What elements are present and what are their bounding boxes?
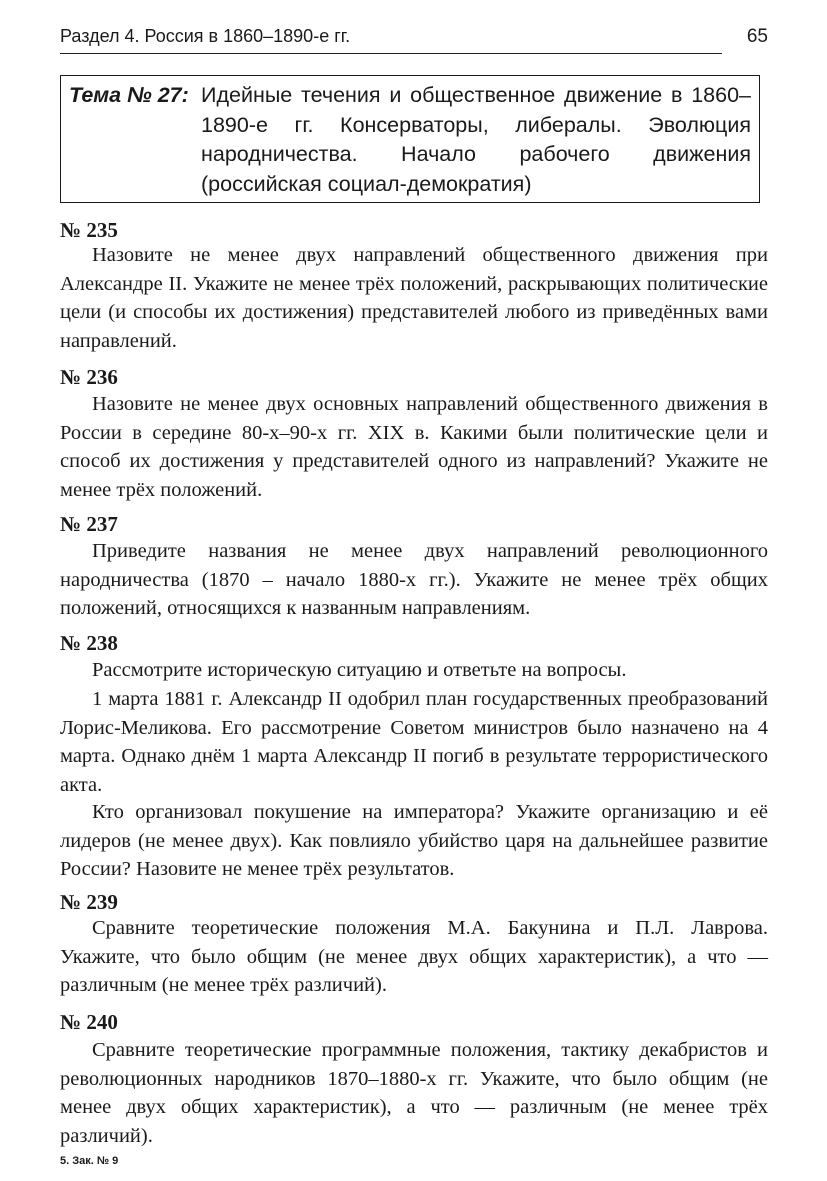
task-number-235: № 235 — [60, 218, 118, 242]
running-head — [60, 22, 768, 54]
topic-label: Тема № 27: — [69, 83, 189, 107]
task-number-237: № 237 — [60, 512, 118, 536]
topic-title: Идейные течения и общественное движение в 1860–1890-е гг. Консерваторы, либералы. Эволюция народничества. Начало рабочего движения (российская социал-демократия) — [201, 83, 751, 196]
task-238-intro: Рассмотрите историческую ситуацию и ответьте на вопросы. — [92, 659, 627, 681]
task-240-text: Сравните теоретические программные положения, тактику декабристов и революционных народников 1870–1880-х гг. Укажите, что было общим (не менее двух общих характеристик), а что — различным (не менее трёх различий). — [60, 1039, 768, 1147]
task-number-239: № 239 — [60, 890, 118, 914]
task-number-236: № 236 — [60, 365, 118, 389]
task-238-questions: Кто организовал покушение на императора? Укажите организацию и её лидеров (не менее двух). Как повлияло убийство царя на дальнейшее развитие России? Назовите не менее трёх результатов. — [60, 801, 768, 880]
section-title: Раздел 4. Россия в 1860–1890-е гг. — [60, 26, 351, 46]
printer-signature: 5. Зак. № 9 — [60, 1155, 119, 1167]
task-237-text: Приведите названия не менее двух направлений революционного народничества (1870 – начало 1880-х гг.). Укажите не менее трёх общих положений, относящихся к названным направлениям. — [60, 540, 768, 619]
header-rule — [60, 53, 722, 54]
task-239-text: Сравните теоретические положения М.А. Бакунина и П.Л. Лаврова. Укажите, что было общим (не менее двух общих характеристик), а что — различным (не менее трёх различий). — [60, 917, 768, 996]
task-236-text: Назовите не менее двух основных направлений общественного движения в России в середине 80-х–90-х гг. XIX в. Какими были политические цели и способ их достижения у представителей одного из направлений? Укажите не менее трёх положений. — [60, 393, 768, 501]
topic-box — [60, 75, 760, 203]
task-number-238: № 238 — [60, 631, 118, 655]
task-number-240: № 240 — [60, 1010, 118, 1034]
task-238-situation: 1 марта 1881 г. Александр II одобрил план государственных преобразований Лорис-Меликова. Его рассмотрение Советом министров было назначено на 4 марта. Однако днём 1 марта Александр II погиб в результате террористического акта. — [60, 688, 768, 796]
task-235-text: Назовите не менее двух направлений общественного движения при Александре II. Укажите не менее трёх положений, раскрывающих политические цели (и способы их достижения) представителей любого из приведённых вами направлений. — [60, 244, 768, 352]
page-number: 65 — [746, 26, 768, 47]
